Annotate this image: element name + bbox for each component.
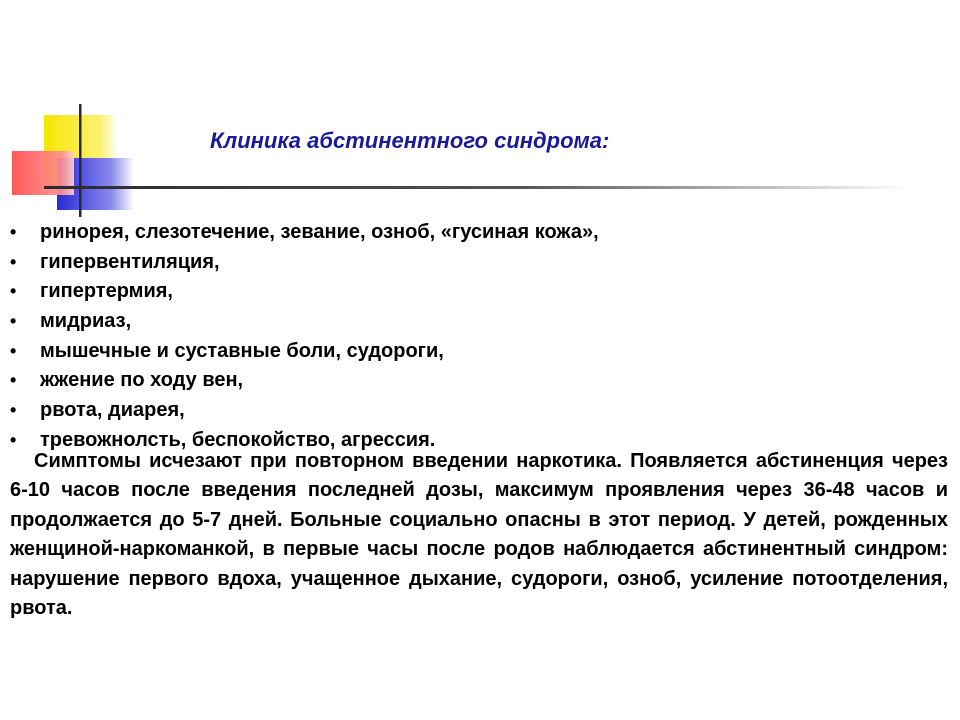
horizontal-rule	[44, 186, 910, 189]
vertical-rule	[79, 104, 82, 217]
list-item-text: ринорея, слезотечение, зевание, озноб, «гусиная кожа»,	[40, 221, 599, 243]
list-item	[10, 396, 599, 426]
list-item	[10, 307, 599, 337]
description-paragraph: Симптомы исчезают при повторном введении наркотика. Появляется абстиненция через 6-10 часов после введения последней дозы, максимум проявления через 36-48 часов и продолжается до 5-7 дней. Больные социально опасны в этот период. У детей, рожденных женщиной-наркоманкой, в первые часы после родов наблюдается абстинентный синдром: нарушение первого вдоха, учащенное дыхание, судороги, озноб, усиление потоотделения, рвота.	[10, 450, 948, 620]
list-item-text: рвота, диарея,	[40, 399, 185, 422]
list-item-text: гипервентиляция,	[40, 250, 220, 273]
list-item	[10, 248, 599, 278]
list-item	[10, 366, 599, 396]
list-item-text: тревожнолсть, беспокойство, агрессия.	[40, 428, 436, 451]
list-item	[10, 218, 599, 248]
list-item-text: мышечные и суставные боли, судороги,	[40, 339, 444, 362]
bullet-glyph: •	[10, 251, 17, 272]
slide-title: Клиника абстинентного синдрома:	[210, 128, 610, 153]
list-item	[10, 337, 599, 367]
list-item	[10, 277, 599, 307]
bullet-glyph: •	[10, 370, 17, 391]
list-item-text: мидриаз,	[40, 310, 132, 333]
bullet-glyph: •	[10, 281, 17, 302]
bullet-glyph: •	[10, 222, 17, 242]
list-item-text: жжение по ходу вен,	[40, 369, 244, 392]
symptom-list	[10, 218, 599, 456]
bullet-glyph: •	[10, 400, 17, 421]
bullet-glyph: •	[10, 311, 17, 332]
list-item-text: гипертермия,	[40, 280, 173, 303]
bullet-glyph: •	[10, 340, 17, 361]
bullet-glyph: •	[10, 429, 17, 450]
